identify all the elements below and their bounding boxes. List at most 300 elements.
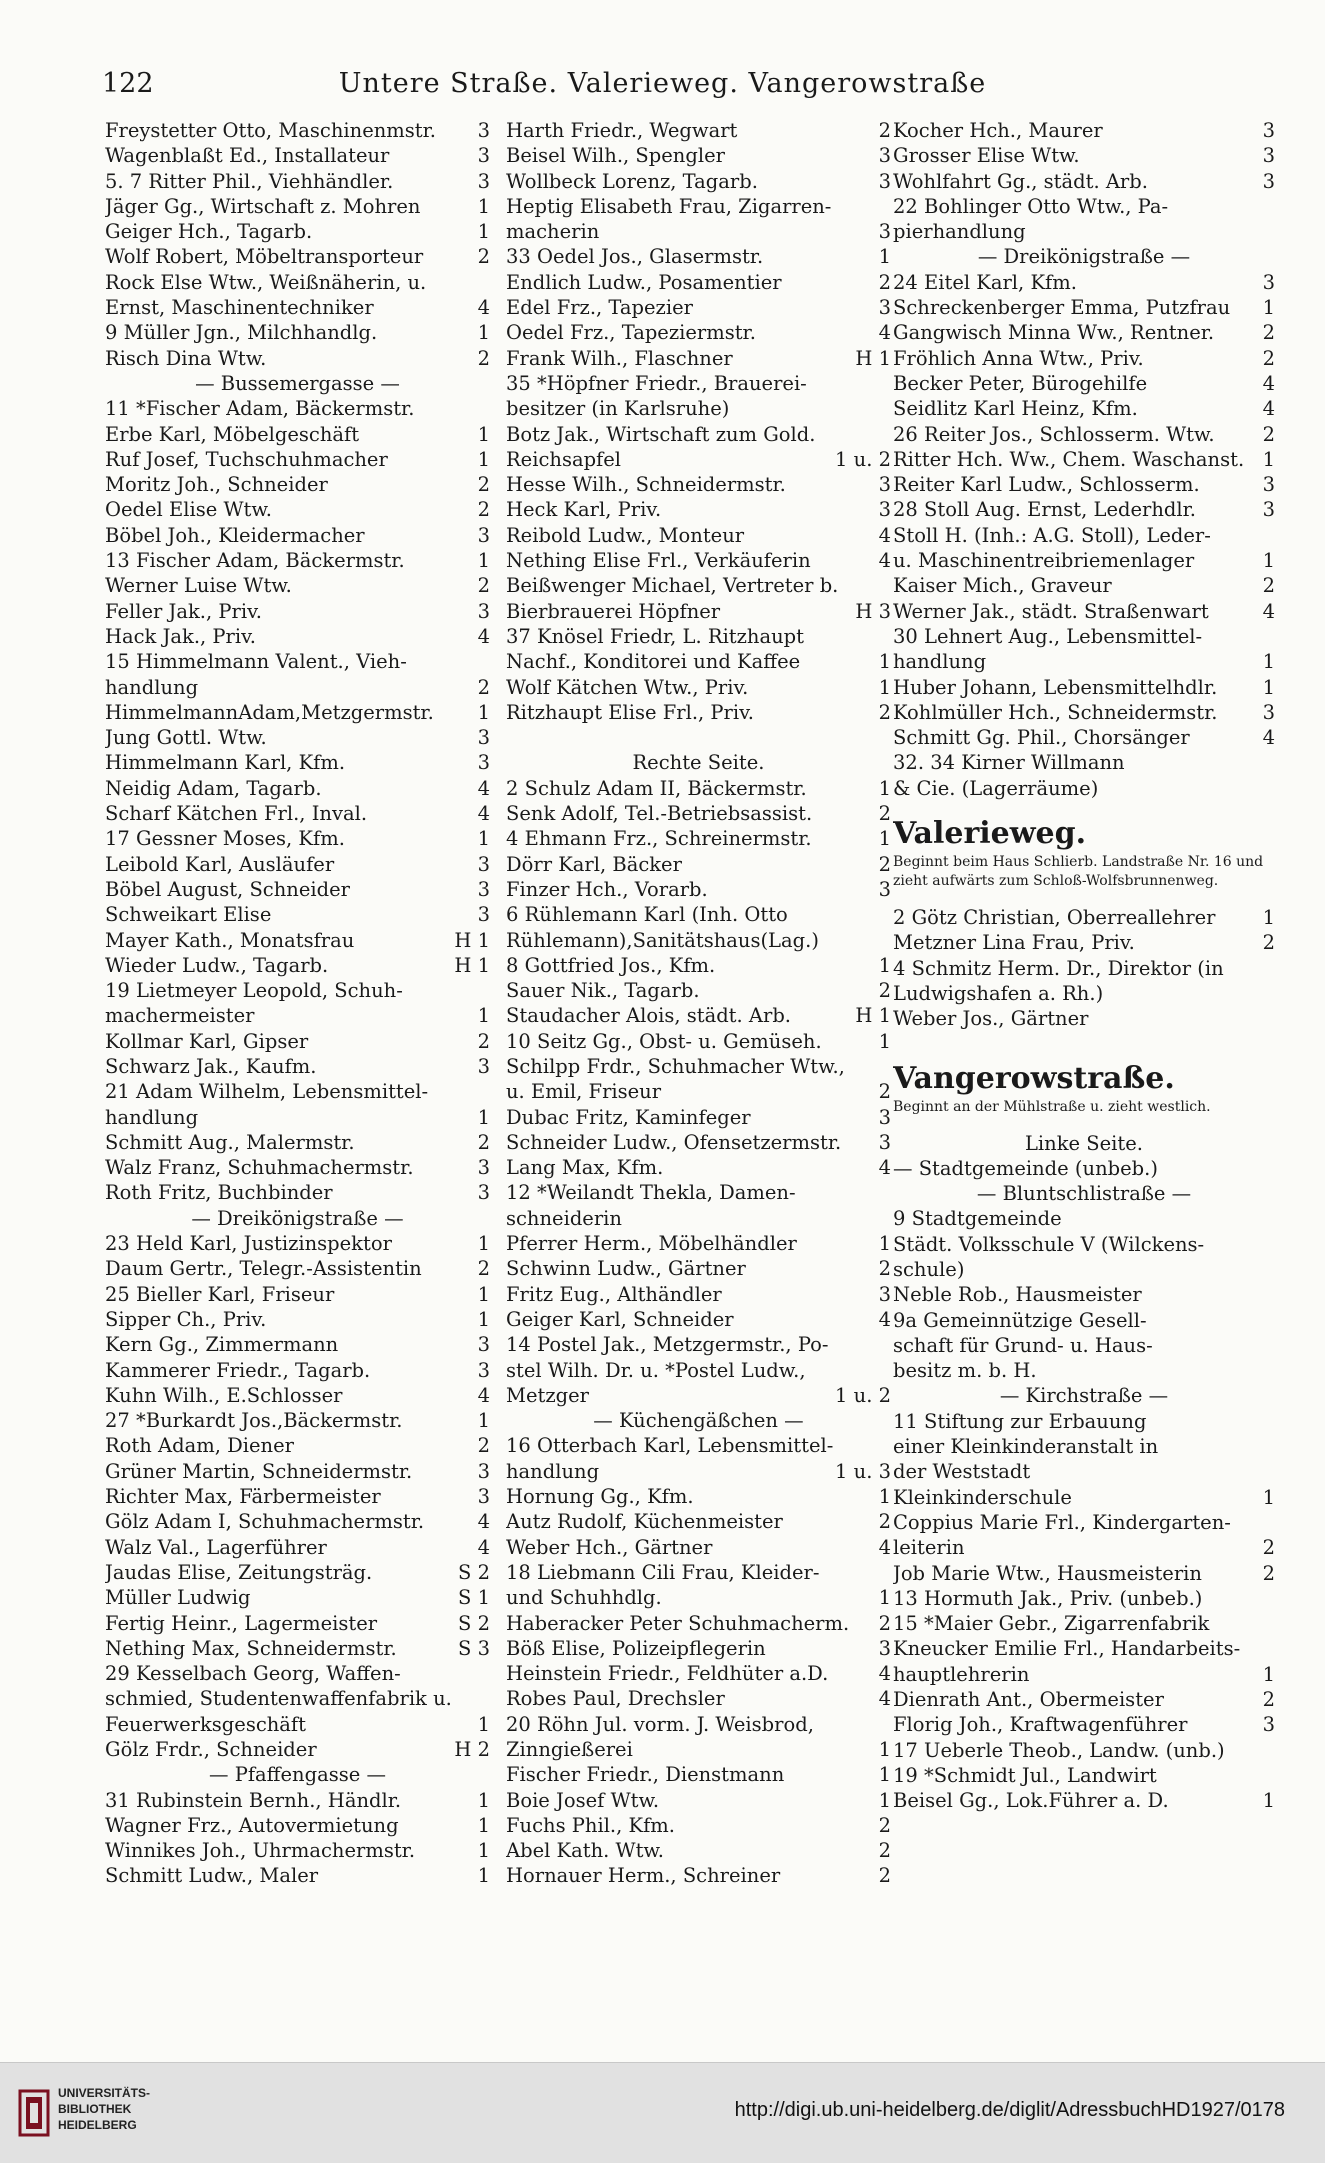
floor-number: 2 [876,801,891,826]
logo-line: HEIDELBERG [58,2118,137,2132]
directory-entry [893,523,1275,548]
floor-number: 3 [876,143,891,168]
directory-entry [105,1686,490,1711]
floor-number: 2 [876,118,891,143]
directory-entry [105,1054,490,1079]
entry-text: Robes Paul, Drechsler [506,1687,725,1711]
entry-text: Harth Friedr., Wegwart [506,119,738,142]
floor-number: 1 [1260,905,1275,930]
floor-number: H 3 [852,599,891,624]
floor-number: 3 [475,599,490,624]
floor-number: 4 [876,320,891,345]
directory-entry [893,1232,1275,1257]
entry-text: 24 Eitel Karl, Kfm. [893,270,1077,294]
directory-entry [105,497,490,522]
entry-text: Kern Gg., Zimmermann [105,1333,339,1357]
entry-text: HimmelmannAdam,Metzgermstr. [105,700,434,724]
entry-list [105,118,490,1889]
floor-number: 1 [876,953,891,978]
entry-text: Schwarz Jak., Kaufm. [105,1054,317,1078]
entry-text: 13 Hormuth Jak., Priv. (unbeb.) [893,1586,1203,1610]
directory-entry [893,1257,1275,1282]
section-desc-vangerowstrasse: Beginnt an der Mühlstraße u. zieht westlich. [893,1098,1211,1115]
entry-text: 14 Postel Jak., Metzgermstr., Po- [506,1333,829,1357]
directory-entry [506,1535,891,1560]
entry-text: schmied, Studentenwaffenfabrik u. [105,1687,452,1711]
entry-text: 31 Rubinstein Bernh., Händlr. [105,1788,402,1812]
directory-entry [506,497,891,522]
directory-entry [506,1383,891,1408]
entry-text: machermeister [105,1004,255,1028]
section-desc-valerieweg: Beginnt beim Haus Schlierb. Landstraße Nr. 16 und zieht aufwärts zum Schloß-Wolfsbrunnenweg. [893,854,1264,890]
directory-entry [506,1231,891,1256]
floor-number: 1 u. 3 [832,1459,891,1484]
entry-text: Haberacker Peter Schuhmacherm. [506,1611,850,1635]
floor-number: 1 [876,776,891,801]
directory-entry [893,447,1275,472]
floor-number: 3 [475,523,490,548]
directory-entry [506,143,891,168]
entry-text: und Schuhhdlg. [506,1586,662,1610]
directory-entry [893,548,1275,573]
floor-number: 1 [475,1408,490,1433]
directory-entry [105,801,490,826]
entry-text: 28 Stoll Aug. Ernst, Lederhdlr. [893,498,1196,522]
directory-entry [105,1636,490,1661]
directory-entry [893,1206,1275,1231]
entry-text: Grosser Elise Wtw. [893,144,1080,168]
entry-text: Böbel Joh., Kleidermacher [105,523,365,547]
directory-entry [506,1029,891,1054]
directory-entry [105,194,490,219]
entry-text: Heinstein Friedr., Feldhüter a.D. [506,1662,829,1686]
directory-entry [105,877,490,902]
directory-entry [506,1712,891,1737]
directory-entry [506,649,891,674]
entry-text: Leibold Karl, Ausläufer [105,852,335,876]
directory-entry [893,675,1275,700]
directory-entry [506,1130,891,1155]
entry-text: Böbel August, Schneider [105,877,350,901]
directory-entry [506,776,891,801]
directory-entry [506,1762,891,1787]
directory-entry [105,902,490,927]
directory-entry [506,1332,891,1357]
floor-number: 1 [475,700,490,725]
street-heading [506,1408,891,1433]
entry-text: Rühlemann),Sanitätshaus(Lag.) [506,928,819,952]
floor-number: 4 [475,776,490,801]
street-heading [893,1383,1275,1408]
directory-entry [506,371,891,396]
floor-number: S 2 [455,1611,490,1636]
entry-text: Ludwigshafen a. Rh.) [893,981,1104,1005]
directory-entry [893,1485,1275,1510]
floor-number: 1 [1260,1662,1275,1687]
floor-number: 1 [475,1231,490,1256]
entry-text: Beisel Wilh., Spengler [506,144,725,168]
entry-text: 5. 7 Ritter Phil., Viehhändler. [105,169,394,193]
entry-text: 9a Gemeinnützige Gesell- [893,1308,1147,1332]
entry-text: 11 *Fischer Adam, Bäckermstr. [105,397,415,421]
entry-text: Gölz Adam I, Schuhmachermstr. [105,1510,425,1534]
directory-entry [506,1307,891,1332]
directory-entry [893,371,1275,396]
entry-text: schneiderin [506,1206,622,1230]
directory-entry [105,422,490,447]
directory-entry [105,624,490,649]
floor-number: 2 [876,1863,891,1888]
directory-entry [105,1585,490,1610]
floor-number: 2 [876,1838,891,1863]
entry-text: Risch Dina Wtw. [105,346,267,370]
floor-number: S 3 [455,1636,490,1661]
directory-entry [893,1611,1275,1636]
floor-number: 3 [876,877,891,902]
floor-number: 4 [876,548,891,573]
entry-text: Metzger [506,1383,589,1407]
floor-number: 1 [876,244,891,269]
entry-text: Heck Karl, Priv. [506,498,662,522]
entry-text: leiterin [893,1536,965,1560]
entry-text: Metzner Lina Frau, Priv. [893,931,1135,955]
floor-number: 1 [475,1863,490,1888]
floor-number: 3 [475,1155,490,1180]
logo-line: BIBLIOTHEK [58,2102,132,2116]
directory-entry [893,422,1275,447]
entry-text: Dienrath Ant., Obermeister [893,1688,1164,1712]
directory-entry [105,1459,490,1484]
entry-text: Boie Josef Wtw. [506,1788,660,1812]
entry-text: 17 Gessner Moses, Kfm. [105,827,345,851]
directory-entry [105,1256,490,1281]
floor-number: 3 [876,219,891,244]
floor-number: 4 [475,1383,490,1408]
entry-text: 25 Bieller Karl, Friseur [105,1282,335,1306]
floor-number: 4 [1260,725,1275,750]
entry-text: 9 Müller Jgn., Milchhandlg. [105,321,378,345]
floor-number: 2 [1260,346,1275,371]
directory-entry [506,1079,891,1104]
directory-entry [506,1611,891,1636]
directory-entry [506,624,891,649]
library-logo[interactable] [18,2085,178,2143]
entry-text: Fritz Eug., Althändler [506,1282,722,1306]
directory-entry [105,1484,490,1509]
directory-entry [105,1231,490,1256]
entry-text: Edel Frz., Tapezier [506,296,693,320]
section-title-vangerowstrasse: Vangerowstraße. [893,1060,1175,1096]
directory-entry [893,1006,1275,1031]
entry-text: 4 Schmitz Herm. Dr., Direktor (in [893,956,1224,980]
entry-text: Sipper Ch., Priv. [105,1307,267,1331]
directory-entry [893,905,1275,930]
directory-entry [506,219,891,244]
directory-entry [506,1282,891,1307]
directory-entry [105,396,490,421]
entry-text: Frank Wilh., Flaschner [506,346,733,370]
directory-entry [506,1585,891,1610]
entry-text: 21 Adam Wilhelm, Lebensmittel- [105,1080,429,1104]
directory-entry [105,1003,490,1028]
entry-text: u. Emil, Friseur [506,1080,662,1104]
floor-number: 3 [1260,472,1275,497]
entry-text: Schwinn Ludw., Gärtner [506,1257,746,1281]
entry-text: Ruf Josef, Tuchschuhmacher [105,447,388,471]
source-url-link[interactable]: http://digi.ub.uni-heidelberg.de/diglit/AdressbuchHD1927/0178 [734,2099,1285,2121]
entry-text: Linke Seite. [1024,1131,1143,1155]
directory-entry [506,675,891,700]
directory-entry [893,1712,1275,1737]
directory-entry [506,1180,891,1205]
directory-entry [506,1003,891,1028]
floor-number: 2 [475,472,490,497]
entry-text: Senk Adolf, Tel.-Betriebsassist. [506,802,813,826]
directory-entry [105,1863,490,1888]
entry-text: 29 Kesselbach Georg, Waffen- [105,1662,401,1686]
entry-text: Neidig Adam, Tagarb. [105,776,322,800]
entry-text: Staudacher Alois, städt. Arb. [506,1004,791,1028]
directory-entry [893,956,1275,981]
floor-number: 3 [475,169,490,194]
directory-entry [506,244,891,269]
floor-number: 3 [475,1484,490,1509]
directory-entry [506,978,891,1003]
entry-text: Wollbeck Lorenz, Tagarb. [506,169,758,193]
directory-entry [506,1484,891,1509]
entry-text: u. Maschinentreibriemenlager [893,549,1195,573]
floor-number: 1 [475,548,490,573]
floor-number: H 1 [852,346,891,371]
directory-entry [506,1788,891,1813]
floor-number: 4 [876,1307,891,1332]
floor-number: 2 [1260,320,1275,345]
floor-number: 2 [876,1509,891,1534]
entry-text: Freystetter Otto, Maschinenmstr. [105,119,437,142]
entry-text: — Dreikönigstraße — [977,245,1191,269]
entry-text: 4 Ehmann Frz., Schreinermstr. [506,827,812,851]
floor-number: H 1 [852,1003,891,1028]
entry-text: Lang Max, Kfm. [506,1156,664,1180]
floor-number: 1 [475,1813,490,1838]
entry-text: Wagner Frz., Autovermietung [105,1813,399,1837]
directory-entry [506,118,891,143]
floor-number: 4 [475,1535,490,1560]
directory-entry [105,1180,490,1205]
floor-number: 2 [876,700,891,725]
directory-entry [506,194,891,219]
directory-entry [105,219,490,244]
floor-number: S 2 [455,1560,490,1585]
entry-text: pierhandlung [893,220,1026,244]
directory-entry [105,118,490,143]
floor-number: 2 [475,497,490,522]
entry-text: Abel Kath. Wtw. [506,1839,664,1863]
entry-text: Bierbrauerei Höpfner [506,599,721,623]
floor-number: 2 [876,1611,891,1636]
directory-entry [105,1383,490,1408]
entry-text: Wolf Robert, Möbeltransporteur [105,245,424,269]
directory-entry [893,649,1275,674]
entry-text: Finzer Hch., Vorarb. [506,877,708,901]
floor-number: 1 [475,422,490,447]
floor-number: 2 [475,1256,490,1281]
entry-text: 27 *Burkardt Jos.,Bäckermstr. [105,1409,403,1433]
floor-number: 2 [475,1130,490,1155]
entry-text: Daum Gertr., Telegr.-Assistentin [105,1257,422,1281]
entry-text: handlung [105,675,199,699]
floor-number: 1 [876,1585,891,1610]
entry-text: Geiger Hch., Tagarb. [105,220,313,244]
entry-text: einer Kleinkinderanstalt in [893,1435,1159,1459]
entry-text: Schweikart Elise [105,903,272,927]
entry-text: Schmitt Gg. Phil., Chorsänger [893,726,1190,750]
directory-entry [893,1535,1275,1560]
directory-entry [506,169,891,194]
entry-text: 13 Fischer Adam, Bäckermstr. [105,549,405,573]
entry-text: Schneider Ludw., Ofensetzermstr. [506,1130,842,1154]
entry-text: Oedel Frz., Tapeziermstr. [506,321,756,345]
floor-number: 3 [876,497,891,522]
directory-entry [893,270,1275,295]
entry-text: Ritzhaupt Elise Frl., Priv. [506,700,755,724]
floor-number: 1 [1260,295,1275,320]
entry-text: Jäger Gg., Wirtschaft z. Mohren [105,194,421,218]
entry-text: Kleinkinderschule [893,1485,1072,1509]
directory-entry [506,1459,891,1484]
directory-entry [506,1509,891,1534]
directory-entry [893,1586,1275,1611]
directory-entry [105,675,490,700]
floor-number: 2 [876,1079,891,1104]
entry-text: handlung [506,1459,600,1483]
directory-entry [893,1636,1275,1661]
entry-text: Walz Franz, Schuhmachermstr. [105,1156,414,1180]
entry-text: Hack Jak., Priv. [105,624,257,648]
entry-text: der Weststadt [893,1460,1031,1484]
floor-number: 3 [475,1180,490,1205]
entry-list [893,118,1275,801]
entry-text: Botz Jak., Wirtschaft zum Gold. [506,422,816,446]
floor-number: 1 [475,320,490,345]
directory-entry [506,270,891,295]
directory-entry [893,472,1275,497]
entry-text: Schmitt Ludw., Maler [105,1864,319,1888]
entry-text: Schmitt Aug., Malermstr. [105,1130,355,1154]
directory-entry [893,497,1275,522]
floor-number: 2 [475,1433,490,1458]
floor-number: 1 [475,1712,490,1737]
entry-text: 10 Seitz Gg., Obst- u. Gemüseh. [506,1029,822,1053]
floor-number: 1 [475,219,490,244]
entry-text: Winnikes Joh., Uhrmachermstr. [105,1839,416,1863]
entry-text: Endlich Ludw., Posamentier [506,270,782,294]
entry-text: Moritz Joh., Schneider [105,473,328,497]
directory-entry [893,599,1275,624]
entry-list [506,118,891,1889]
entry-text: — Kirchstraße — [999,1384,1169,1408]
floor-number: 2 [1260,1687,1275,1712]
page-title: Untere Straße. Valerieweg. Vangerowstraße [338,68,987,99]
directory-entry [506,1105,891,1130]
entry-text: Scharf Kätchen Frl., Inval. [105,802,368,826]
entry-text: — Bluntschlistraße — [976,1182,1192,1206]
directory-entry [105,169,490,194]
floor-number: 2 [876,270,891,295]
entry-text: Feller Jak., Priv. [105,599,262,623]
floor-number: 2 [876,852,891,877]
directory-entry [506,1686,891,1711]
directory-entry [105,1408,490,1433]
column-middle [506,118,891,1889]
floor-number: 1 [1260,649,1275,674]
directory-entry [105,1509,490,1534]
directory-entry [105,1661,490,1686]
directory-entry [893,1434,1275,1459]
directory-entry [105,320,490,345]
directory-entry [105,346,490,371]
floor-number: 2 [475,1029,490,1054]
directory-entry [105,1130,490,1155]
entry-list [893,905,1275,1031]
floor-number: 1 [475,1282,490,1307]
entry-text: — Pfaffengasse — [209,1763,386,1787]
entry-text: Reichsapfel [506,447,622,471]
directory-entry [506,295,891,320]
entry-text: 9 Stadtgemeinde [893,1207,1062,1231]
entry-text: 2 Götz Christian, Oberreallehrer [893,906,1216,930]
floor-number: 1 [475,447,490,472]
directory-entry [105,928,490,953]
entry-text: 20 Röhn Jul. vorm. J. Weisbrod, [506,1712,814,1736]
directory-entry [105,1105,490,1130]
directory-entry [893,1333,1275,1358]
directory-entry [506,953,891,978]
directory-entry [506,422,891,447]
entry-text: Hornauer Herm., Schreiner [506,1864,781,1888]
floor-number: 2 [475,675,490,700]
floor-number: 4 [876,1155,891,1180]
page-number: 122 [102,68,154,99]
entry-text: — Bussemergasse — [195,371,400,395]
directory-entry [105,472,490,497]
floor-number: 4 [1260,599,1275,624]
directory-entry [506,573,891,598]
directory-entry [105,750,490,775]
floor-number: 1 [1260,1788,1275,1813]
floor-number: 4 [876,1535,891,1560]
directory-entry [105,1282,490,1307]
directory-entry [506,1054,891,1079]
floor-number: 2 [475,573,490,598]
floor-number: 2 [1260,930,1275,955]
floor-number: 3 [876,1105,891,1130]
entry-text: Feuerwerksgeschäft [105,1712,306,1736]
directory-entry [506,1838,891,1863]
directory-entry [893,143,1275,168]
directory-entry [105,1155,490,1180]
floor-number: 1 [876,1762,891,1787]
entry-text: schule) [893,1257,965,1281]
entry-text: Becker Peter, Bürogehilfe [893,371,1148,395]
entry-text: stel Wilh. Dr. u. *Postel Ludw., [506,1358,806,1382]
entry-text: Fuchs Phil., Kfm. [506,1813,675,1837]
directory-entry [893,624,1275,649]
entry-text: Richter Max, Färbermeister [105,1485,381,1509]
floor-number: 4 [876,1686,891,1711]
floor-number: 1 [475,194,490,219]
entry-text: Hornung Gg., Kfm. [506,1485,694,1509]
